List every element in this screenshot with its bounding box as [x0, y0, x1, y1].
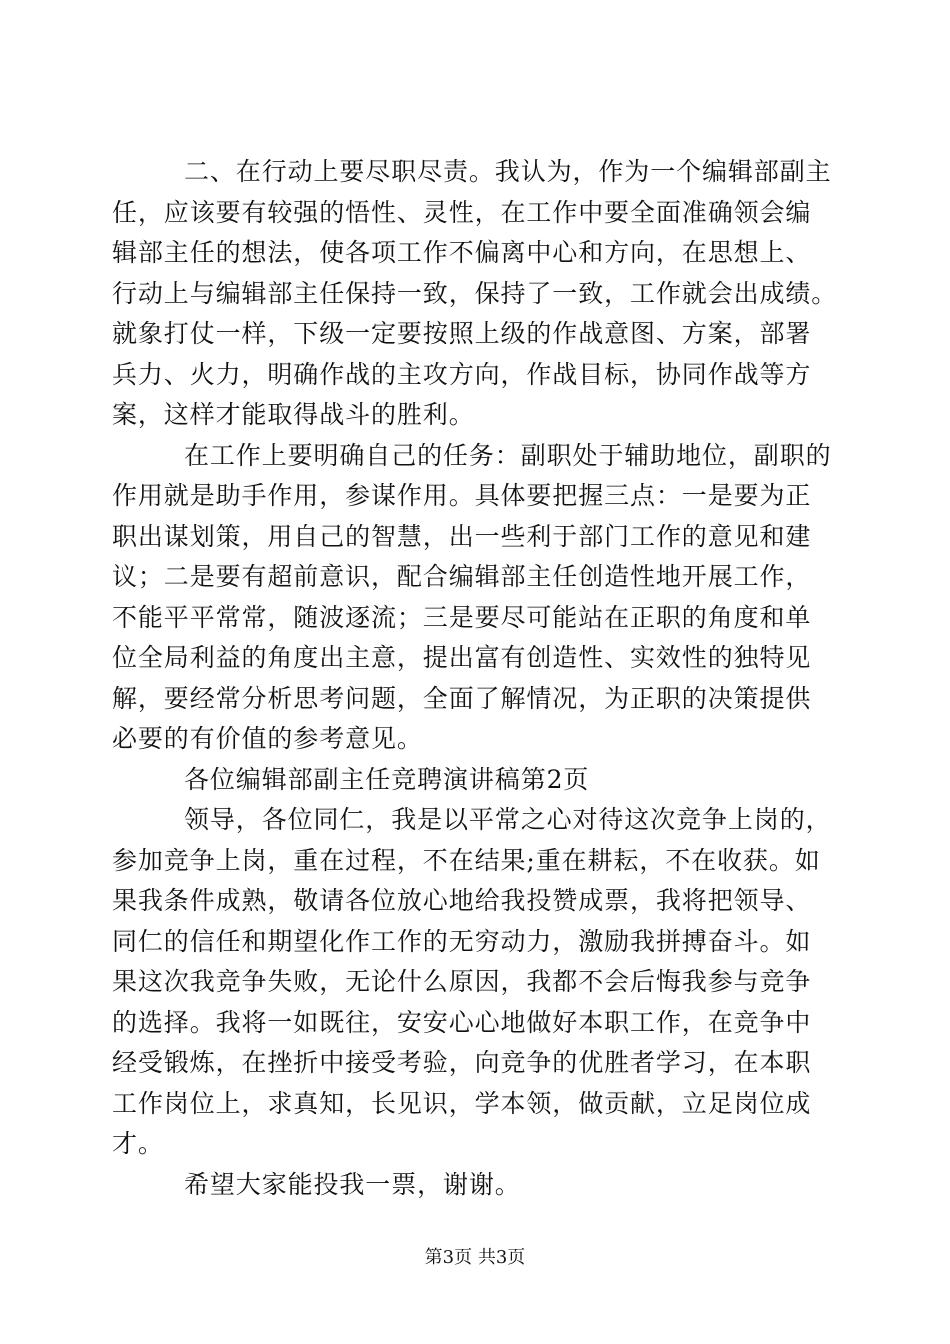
paragraph-line: 解，要经常分析思考问题，全面了解情况，为正职的决策提供 [112, 683, 812, 713]
paragraph-line: 果这次我竞争失败，无论什么原因，我都不会后悔我参与竞争 [112, 967, 812, 996]
paragraph-line: 果我条件成熟，敬请各位放心地给我投赞成票，我将把领导、 [112, 886, 812, 915]
paragraph-line: 议；二是要有超前意识，配合编辑部主任创造性地开展工作， [112, 562, 812, 591]
paragraph-line: 作用就是助手作用，参谋作用。具体要把握三点：一是要为正 [112, 481, 812, 510]
paragraph-line: 工作岗位上，求真知，长见识，学本领，做贡献，立足岗位成 [112, 1088, 812, 1118]
paragraph-line: 参加竞争上岗，重在过程，不在结果;重在耕耘，不在收获。如 [112, 845, 821, 875]
paragraph-line: 在工作上要明确自己的任务：副职处于辅助地位，副职的 [184, 440, 832, 470]
paragraph-line: 才。 [112, 1129, 164, 1158]
paragraph-line: 领导，各位同仁，我是以平常之心对待这次竞争上岗的， [184, 805, 832, 834]
paragraph-line: 行动上与编辑部主任保持一致，保持了一致，工作就会出成绩。 [112, 278, 838, 308]
paragraph-line: 兵力、火力，明确作战的主攻方向，作战目标，协同作战等方 [112, 359, 812, 389]
paragraph-line: 希望大家能投我一票，谢谢。 [184, 1169, 521, 1199]
paragraph-line: 二、在行动上要尽职尽责。我认为，作为一个编辑部副主 [184, 157, 832, 186]
paragraph-line: 的选择。我将一如既往，安安心心地做好本职工作，在竞争中 [112, 1007, 812, 1037]
paragraph-line: 任，应该要有较强的悟性、灵性，在工作中要全面准确领会编 [112, 197, 812, 227]
document-body [112, 152, 848, 1205]
paragraph-line: 不能平平常常，随波逐流；三是要尽可能站在正职的角度和单 [112, 602, 812, 632]
page-footer: 第3页 共3页 [424, 1247, 526, 1268]
paragraph-line: 职出谋划策，用自己的智慧，出一些利于部门工作的意见和建 [112, 521, 812, 551]
paragraph-line: 经受锻炼，在挫折中接受考验，向竞争的优胜者学习，在本职 [112, 1048, 812, 1077]
paragraph-line: 必要的有价值的参考意见。 [112, 724, 423, 753]
paragraph-line: 位全局利益的角度出主意，提出富有创造性、实效性的独特见 [112, 643, 812, 672]
section-heading: 各位编辑部副主任竞聘演讲稿第2页 [184, 764, 590, 794]
paragraph-line: 就象打仗一样，下级一定要按照上级的作战意图、方案，部署 [112, 319, 812, 348]
paragraph-line: 辑部主任的想法，使各项工作不偏离中心和方向，在思想上、 [112, 238, 812, 267]
paragraph-line: 案，这样才能取得战斗的胜利。 [112, 400, 475, 429]
paragraph-line: 同仁的信任和期望化作工作的无穷动力，激励我拼搏奋斗。如 [112, 926, 812, 956]
